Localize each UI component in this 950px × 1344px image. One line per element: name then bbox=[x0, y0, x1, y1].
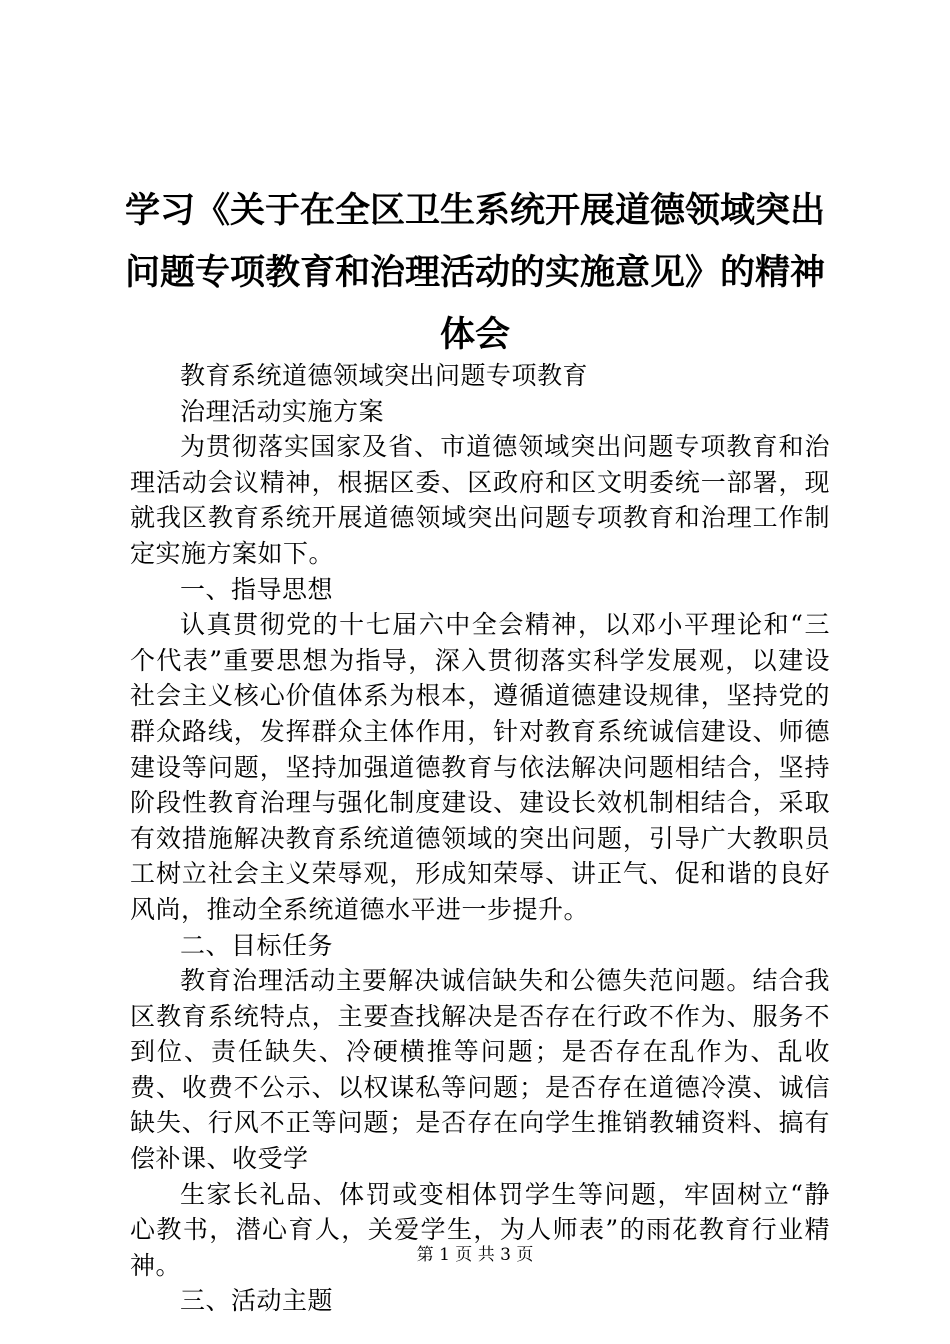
document-title: 学习《关于在全区卫生系统开展道德领域突出问题专项教育和治理活动的实施意见》的精神体会 bbox=[125, 191, 826, 355]
section-heading-2: 二、目标任务 bbox=[180, 930, 334, 960]
document-body bbox=[130, 358, 830, 1319]
paragraph-intro: 为贯彻落实国家及省、市道德领域突出问题专项教育和治理活动会议精神，根据区委、区政府和区文明委统一部署，现就我区教育系统开展道德领域突出问题专项教育和治理工作制定实施方案如下。 bbox=[130, 432, 830, 568]
paragraph-goals-1: 教育治理活动主要解决诚信缺失和公德失范问题。结合我区教育系统特点，主要查找解决是否存在行政不作为、服务不到位、责任缺失、冷硬横推等问题；是否存在乱作为、乱收费、收费不公示、以权谋私等问题；是否存在道德冷漠、诚信缺失、行风不正等问题；是否存在向学生推销教辅资料、搞有偿补课、收受学 bbox=[130, 966, 830, 1174]
paragraph-goals-2: 生家长礼品、体罚或变相体罚学生等问题，牢固树立“静心教书，潜心育人，关爱学生，为人师表”的雨花教育行业精神。 bbox=[130, 1179, 830, 1280]
page-footer: 第 1 页 共 3 页 bbox=[416, 1245, 534, 1265]
section-heading-3: 三、活动主题 bbox=[180, 1286, 334, 1316]
section-heading-1: 一、指导思想 bbox=[180, 574, 334, 604]
paragraph-subtitle-2: 治理活动实施方案 bbox=[180, 396, 385, 426]
paragraph-subtitle-1: 教育系统道德领域突出问题专项教育 bbox=[180, 361, 589, 390]
paragraph-guiding-thought: 认真贯彻党的十七届六中全会精神，以邓小平理论和“三个代表”重要思想为指导，深入贯彻落实科学发展观，以建设社会主义核心价值体系为根本，遵循道德建设规律，坚持党的群众路线，发挥群众主体作用，针对教育系统诚信建设、师德建设等问题，坚持加强道德教育与依法解决问题相结合，坚持阶段性教育治理与强化制度建设、建设长效机制相结合，采取有效措施解决教育系统道德领域的突出问题，引导广大教职员工树立社会主义荣辱观，形成知荣辱、讲正气、促和谐的良好风尚，推动全系统道德水平进一步提升。 bbox=[130, 610, 830, 924]
